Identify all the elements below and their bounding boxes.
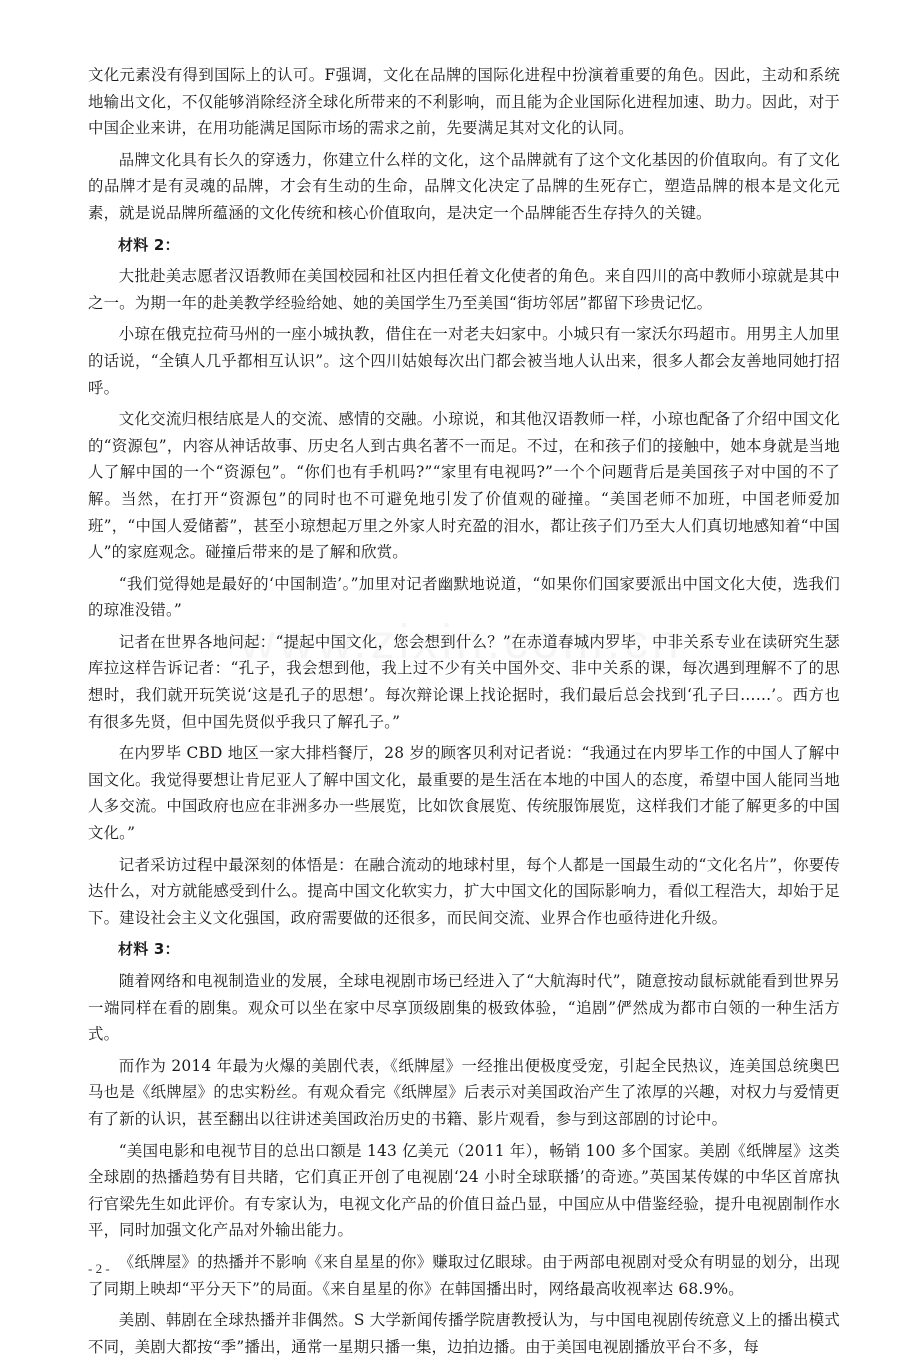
document-page: [88, 62, 840, 1365]
paragraph: 《纸牌屋》的热播并不影响《来自星星的你》赚取过亿眼球。由于两部电视剧对受众有明显的划分，出现了同期上映却“平分天下”的局面。《来自星星的你》在韩国播出时，网络最高收视率达 68.9%。: [88, 1252, 840, 1298]
paragraph: 美剧、韩剧在全球热播并非偶然。S 大学新闻传播学院唐教授认为，与中国电视剧传统意义上的播出模式不同，美剧大都按“季”播出，通常一星期只播一集，边拍边播。由于美国电视剧播放平台不多，每: [88, 1311, 840, 1356]
paragraph: 而作为 2014 年最为火爆的美剧代表，《纸牌屋》一经推出便极度受宠，引起全民热议，连美国总统奥巴马也是《纸牌屋》的忠实粉丝。有观众看完《纸牌屋》后表示对美国政治产生了浓厚的兴趣，对权力与爱情更有了新的认识，甚至翻出以往讲述美国政治历史的书籍、影片观看，参与到这部剧的讨论中。: [88, 1056, 840, 1128]
paragraph-continued: 文化元素没有得到国际上的认可。F强调，文化在品牌的国际化进程中扮演着重要的角色。因此，主动和系统地输出文化，不仅能够消除经济全球化所带来的不利影响，而且能为企业国际化进程加速、助力。因此，对于中国企业来讲，在用功能满足国际市场的需求之前，先要满足其对文化的认同。: [88, 66, 840, 138]
paragraph: 小琼在俄克拉荷马州的一座小城执教，借住在一对老夫妇家中。小城只有一家沃尔玛超市。用男主人加里的话说，“全镇人几乎都相互认识”。这个四川姑娘每次出门都会被当地人认出来，很多人都会友善地同她打招呼。: [88, 325, 840, 397]
paragraph: 记者在世界各地问起：“提起中国文化，您会想到什么？”在赤道春城内罗毕，中非关系专业在读研究生瑟库拉这样告诉记者：“孔子，我会想到他，我上过不少有关中国外交、非中关系的课，每次遇到理解不了的思想时，我们就开玩笑说‘这是孔子的思想’。每次辩论课上找论据时，我们最后总会找到‘孔子曰……’。西方也有很多先贤，但中国先贤似乎我只了解孔子。”: [88, 632, 840, 731]
paragraph: 文化交流归根结底是人的交流、感情的交融。小琼说，和其他汉语教师一样，小琼也配备了介绍中国文化的“资源包”，内容从神话故事、历史名人到古典名著不一而足。不过，在和孩子们的接触中，她本身就是当地人了解中国的一个“资源包”。“你们也有手机吗?”“家里有电视吗?”一个个问题背后是美国孩子对中国的不了解。当然，在打开“资源包”的同时也不可避免地引发了价值观的碰撞。“美国老师不加班，中国老师爱加班”，“中国人爱储蓄”，甚至小琼想起万里之外家人时充盈的泪水，都让孩子们乃至大人们真切地感知着“中国人”的家庭观念。碰撞后带来的是了解和欣赏。: [88, 410, 840, 562]
paragraph: “美国电影和电视节目的总出口额是 143 亿美元（2011 年），畅销 100 多个国家。美剧《纸牌屋》这类全球剧的热播趋势有目共睹，它们真正开创了电视剧‘24 小时全球联播’的奇迹。”英国某传媒的中华区首席执行官梁先生如此评价。有专家认为，电视文化产品的价值日益凸显，中国应从中借鉴经验，提升电视剧制作水平，同时加强文化产品对外输出能力。: [88, 1141, 840, 1240]
paragraph: 记者采访过程中最深刻的体悟是：在融合流动的地球村里，每个人都是一国最生动的“文化名片”，你要传达什么，对方就能感受到什么。提高中国文化软实力，扩大中国文化的国际影响力，看似工程浩大，却始于足下。建设社会主义文化强国，政府需要做的还很多，而民间交流、业界合作也亟待进化升级。: [88, 855, 840, 927]
section-heading-material-2: 材料 2：: [118, 235, 180, 254]
paragraph: 随着网络和电视制造业的发展，全球电视剧市场已经进入了“大航海时代”，随意按动鼠标就能看到世界另一端同样在看的剧集。观众可以坐在家中尽享顶级剧集的极致体验，“追剧”俨然成为都市白领的一种生活方式。: [88, 972, 840, 1044]
paragraph: 大批赴美志愿者汉语教师在美国校园和社区内担任着文化使者的角色。来自四川的高中教师小琼就是其中之一。为期一年的赴美教学经验给她、她的美国学生乃至美国“街坊邻居”都留下珍贵记忆。: [88, 267, 840, 312]
section-heading-material-3: 材料 3：: [118, 940, 180, 959]
paragraph: 品牌文化具有长久的穿透力，你建立什么样的文化，这个品牌就有了这个文化基因的价值取向。有了文化的品牌才是有灵魂的品牌，才会有生动的生命，品牌文化决定了品牌的生死存亡，塑造品牌的根本是文化元素，就是说品牌所蕴涵的文化传统和核心价值取向，是决定一个品牌能否生存持久的关键。: [88, 150, 840, 222]
paragraph: 在内罗毕 CBD 地区一家大排档餐厅，28 岁的顾客贝利对记者说：“我通过在内罗毕工作的中国人了解中国文化。我觉得要想让肯尼亚人了解中国文化，最重要的是生活在本地的中国人的态度，希望中国人能同当地人多交流。中国政府也应在非洲多办一些展览，比如饮食展览、传统服饰展览，这样我们才能了解更多的中国文化。”: [88, 744, 840, 843]
paragraph: “我们觉得她是最好的‘中国制造’。”加里对记者幽默地说道，“如果你们国家要派出中国文化大使，选我们的琼准没错。”: [88, 574, 840, 620]
page-number: - 2 -: [88, 1261, 110, 1276]
